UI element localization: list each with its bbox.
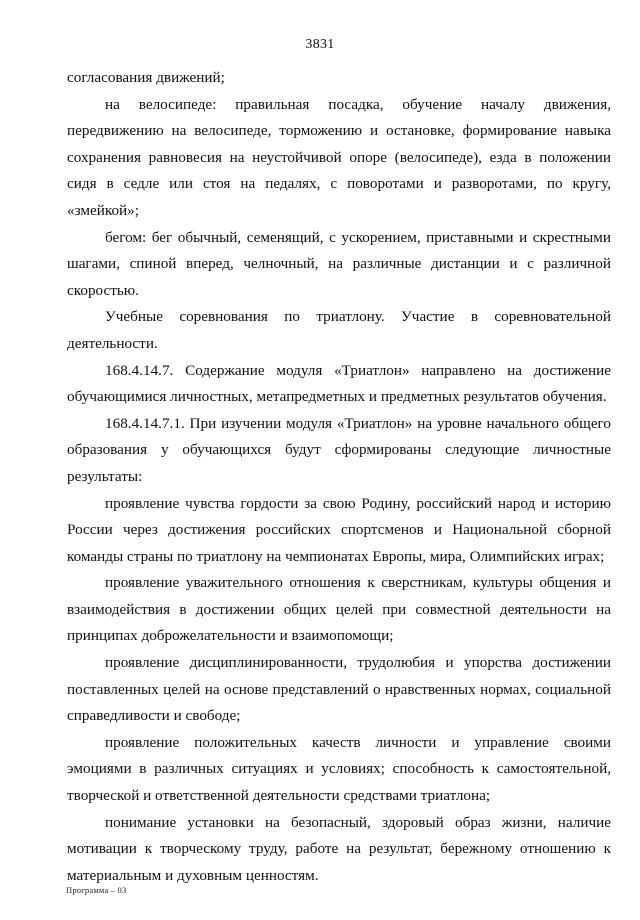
paragraph-pride: проявление чувства гордости за свою Родину, российский народ и историю России через достижения российских спортсменов и Национальной сборной команды страны по триатлону на чемпионатах Европы, мира, Олимпийских играх; (67, 494, 611, 565)
paragraph-section-168-4-14-7-1: 168.4.14.7.1. При изучении модуля «Триатлон» на уровне начального общего образования у обучающихся будут сформированы следующие личностные результаты: (67, 414, 611, 485)
document-body (67, 65, 611, 889)
paragraph-positive-qualities: проявление положительных качеств личности и управление своими эмоциями в различных ситуациях и условиях; способность к самостоятельной, творческой и ответственной деятельности средствами триатлона; (67, 733, 611, 805)
paragraph-bicycle: на велосипеде: правильная посадка, обучение началу движения, передвижению на велосипеде, торможению и остановке, формирование навыка сохранения равновесия на неустойчивой опоре (велосипеде), езда в положении сидя в седле или стоя на педалях, с поворотами и разворотами, по кругу, «змейкой»; (67, 95, 611, 219)
paragraph-section-168-4-14-7: 168.4.14.7. Содержание модуля «Триатлон» направлено на достижение обучающимися личностных, метапредметных и предметных результатов обучения. (67, 361, 611, 406)
paragraph-competitions: Учебные соревнования по триатлону. Участие в соревновательной деятельности. (67, 308, 611, 352)
page-number: 3831 (305, 37, 335, 52)
paragraph-continuation: согласования движений; (67, 69, 225, 86)
paragraph-discipline: проявление дисциплинированности, трудолюбия и упорства достижении поставленных целей на основе представлений о нравственных нормах, социальной справедливости и свободе; (67, 654, 611, 725)
paragraph-respect: проявление уважительного отношения к сверстникам, культуры общения и взаимодействия в достижении общих целей при совместной деятельности на принципах доброжелательности и взаимопомощи; (67, 574, 611, 645)
paragraph-running: бегом: бег обычный, семенящий, с ускорением, приставными и скрестными шагами, спиной вперед, челночный, на различные дистанции и с различной скоростью. (67, 228, 611, 299)
paragraph-healthy-lifestyle: понимание установки на безопасный, здоровый образ жизни, наличие мотивации к творческому труду, работе на результат, бережному отношению к материальным и духовным ценностям. (67, 813, 611, 884)
footer-program-code: Программа – 03 (66, 885, 127, 895)
